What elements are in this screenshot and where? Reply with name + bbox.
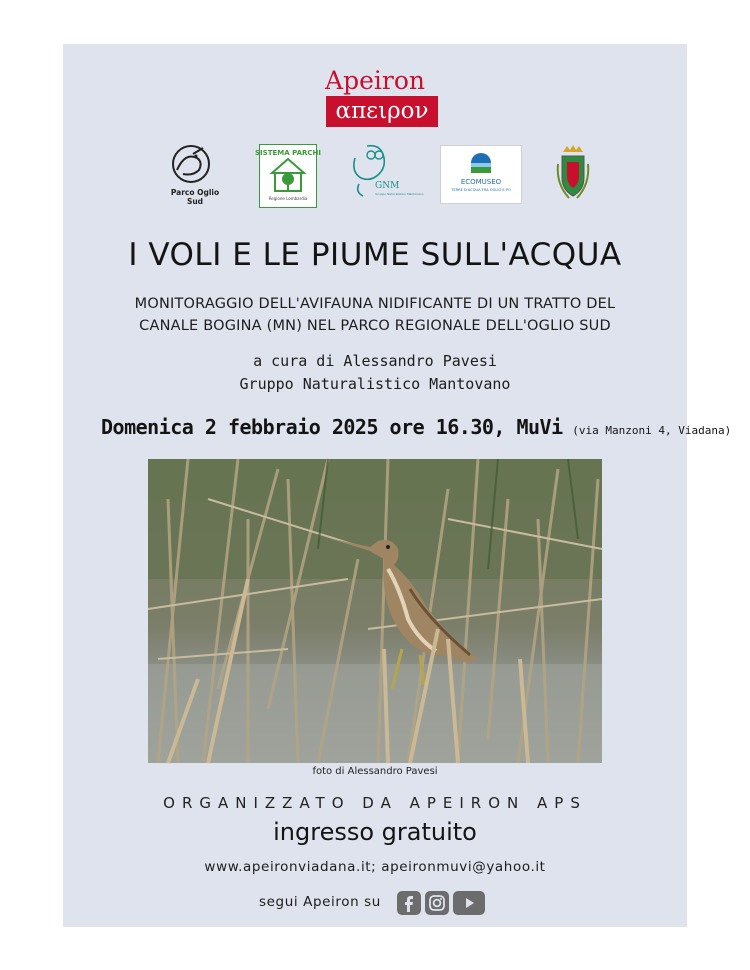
comune-viadana-logo (553, 144, 593, 204)
sistema-parchi-logo (255, 144, 321, 208)
youtube-icon[interactable] (453, 891, 485, 915)
curator-block (63, 350, 687, 396)
parco-oglio-sud-logo (163, 144, 227, 204)
social-row (259, 890, 499, 916)
subtitle-line-2: CANALE BOGINA (MN) NEL PARCO REGIONALE DELL'OGLIO SUD (139, 318, 611, 334)
logo-caption: ECOMUSEO (460, 178, 502, 186)
social-label: segui Apeiron su (259, 894, 381, 910)
brand-name-greek: απειρον (326, 96, 438, 127)
address-text: (via Manzoni 4, Viadana) (572, 424, 732, 437)
organizer-text: ORGANIZZATO DA APEIRON APS (163, 794, 587, 812)
photo-credit: foto di Alessandro Pavesi (312, 766, 438, 777)
logo-caption: SISTEMA PARCHI (255, 149, 321, 157)
logo-subcaption: TERRE D'ACQUA FRA OGLIO E PO (451, 188, 511, 192)
logo-caption: GNM (375, 181, 400, 191)
curator-group: Gruppo Naturalistico Mantovano (239, 375, 511, 393)
facebook-icon[interactable] (397, 891, 421, 915)
curator-name: a cura di Alessandro Pavesi (253, 352, 497, 370)
contact-links[interactable]: www.apeironviadana.it; apeironmuvi@yahoo.it (204, 859, 546, 875)
brand-name-latin: Apeiron (325, 66, 425, 95)
coat-of-arms-icon (553, 144, 593, 204)
instagram-icon[interactable] (425, 891, 449, 915)
event-title: I VOLI E LE PIUME SULL'ACQUA (128, 237, 622, 273)
event-subtitle (63, 293, 687, 337)
datetime-text: Domenica 2 febbraio 2025 ore 16.30, MuVi (101, 415, 563, 439)
ecomuseo-logo (440, 145, 522, 204)
subtitle-line-1: MONITORAGGIO DELL'AVIFAUNA NIDIFICANTE DI UN TRATTO DEL (134, 296, 616, 312)
event-photo (148, 459, 602, 763)
event-datetime (101, 415, 732, 439)
event-poster (63, 44, 732, 927)
landscape-icon (441, 146, 521, 203)
logo-subcaption: Gruppo Naturalistico Mantovano (375, 192, 424, 196)
logo-caption: Parco Oglio Sud (170, 188, 220, 206)
owl-icon (345, 144, 424, 206)
gnm-logo (345, 144, 424, 206)
logo-subcaption: Regione Lombardia (268, 196, 308, 201)
bittern-photo-illustration (148, 459, 602, 763)
heron-circle-icon (163, 144, 227, 188)
entry-text: ingresso gratuito (273, 818, 477, 846)
tree-house-icon (255, 145, 321, 195)
